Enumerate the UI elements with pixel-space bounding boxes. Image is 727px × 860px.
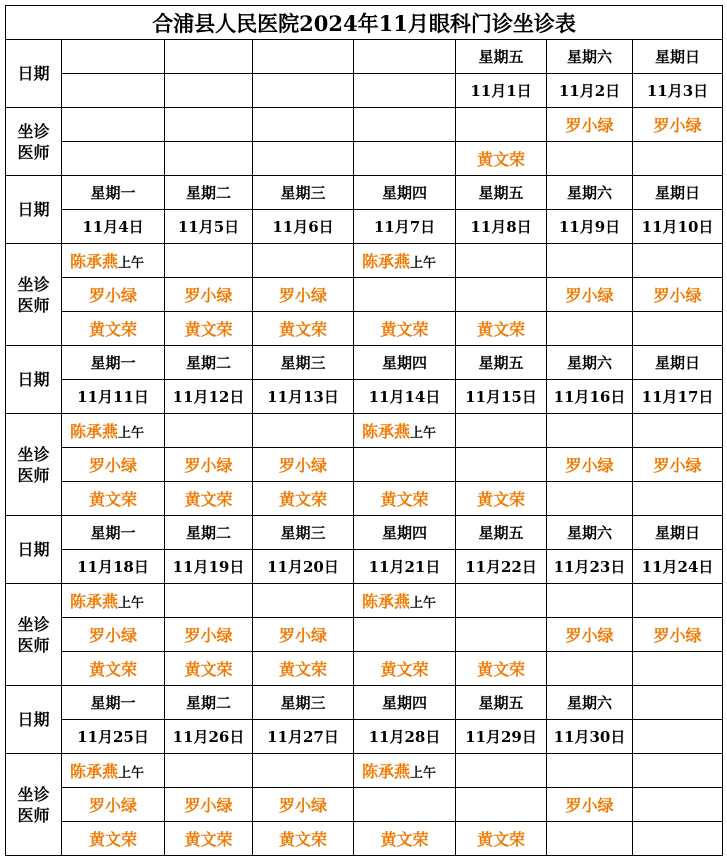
doctor-cell	[253, 414, 354, 448]
session-note: 上午	[410, 426, 437, 441]
date-cell: 11月19日	[165, 550, 253, 584]
doctor-name: 陈承燕	[70, 762, 119, 781]
weekday-row	[6, 516, 723, 550]
doctor-cell	[456, 312, 547, 346]
date-cell: 11月16日	[547, 380, 633, 414]
date-cell: 11月25日	[62, 720, 165, 754]
date-row	[6, 74, 723, 108]
doctor-cell	[165, 312, 253, 346]
date-label: 日期	[6, 176, 62, 244]
schedule-table	[5, 5, 723, 856]
weekday-cell: 星期六	[547, 40, 633, 74]
doctor-row	[6, 822, 723, 856]
doctor-cell	[165, 414, 253, 448]
date-cell	[253, 74, 354, 108]
doctor-cell	[547, 142, 633, 176]
date-cell: 11月9日	[547, 210, 633, 244]
doctor-name: 罗小绿	[653, 456, 702, 475]
doctor-cell	[456, 618, 547, 652]
doctor-row	[6, 482, 723, 516]
weekday-cell: 星期三	[253, 686, 354, 720]
doctor-cell	[456, 278, 547, 312]
doctor-cell	[354, 788, 456, 822]
date-cell	[633, 720, 723, 754]
doctor-row	[6, 652, 723, 686]
doctor-cell	[456, 448, 547, 482]
doctor-cell	[547, 244, 633, 278]
doctor-name: 罗小绿	[278, 286, 327, 305]
weekday-cell: 星期六	[547, 346, 633, 380]
doctor-cell	[354, 244, 456, 278]
schedule-body	[6, 6, 723, 856]
doctor-row	[6, 142, 723, 176]
weekday-cell: 星期一	[62, 176, 165, 210]
doctor-cell	[165, 278, 253, 312]
doctor-label	[6, 414, 62, 516]
doctor-name: 罗小绿	[653, 116, 702, 135]
doctor-row	[6, 278, 723, 312]
weekday-cell: 星期三	[253, 346, 354, 380]
doctor-cell	[547, 312, 633, 346]
doctor-label	[6, 584, 62, 686]
doctor-cell	[165, 482, 253, 516]
doctor-cell	[165, 448, 253, 482]
doctor-cell	[633, 788, 723, 822]
doctor-cell	[456, 652, 547, 686]
session-note: 上午	[118, 596, 145, 611]
doctor-row	[6, 788, 723, 822]
doctor-cell	[633, 142, 723, 176]
doctor-name: 黄文荣	[380, 490, 429, 509]
doctor-row	[6, 312, 723, 346]
table-title: 合浦县人民医院2024年11月眼科门诊坐诊表	[6, 6, 723, 40]
doctor-cell	[354, 448, 456, 482]
doctor-cell	[547, 754, 633, 788]
doctor-cell	[62, 822, 165, 856]
doctor-cell	[633, 312, 723, 346]
doctor-cell	[456, 822, 547, 856]
doctor-row	[6, 244, 723, 278]
weekday-cell: 星期五	[456, 516, 547, 550]
date-cell: 11月1日	[456, 74, 547, 108]
doctor-name: 罗小绿	[653, 626, 702, 645]
doctor-name: 罗小绿	[88, 456, 137, 475]
doctor-name: 黄文荣	[184, 830, 233, 849]
doctor-label-line1: 坐诊	[17, 121, 50, 141]
doctor-name: 黄文荣	[278, 320, 327, 339]
doctor-row	[6, 414, 723, 448]
doctor-name: 罗小绿	[278, 456, 327, 475]
date-cell: 11月18日	[62, 550, 165, 584]
doctor-cell	[253, 108, 354, 142]
doctor-name: 黄文荣	[88, 320, 137, 339]
doctor-name: 黄文荣	[476, 490, 525, 509]
date-cell: 11月10日	[633, 210, 723, 244]
doctor-label-line2: 医师	[17, 295, 50, 315]
doctor-name: 罗小绿	[278, 796, 327, 815]
doctor-cell	[253, 584, 354, 618]
doctor-cell	[456, 244, 547, 278]
doctor-name: 罗小绿	[565, 286, 614, 305]
doctor-cell	[633, 278, 723, 312]
doctor-cell	[354, 312, 456, 346]
date-row	[6, 550, 723, 584]
doctor-name: 陈承燕	[362, 762, 411, 781]
date-cell: 11月4日	[62, 210, 165, 244]
weekday-cell	[253, 40, 354, 74]
doctor-cell	[165, 754, 253, 788]
doctor-cell	[62, 584, 165, 618]
weekday-row	[6, 176, 723, 210]
doctor-cell	[253, 822, 354, 856]
doctor-name: 罗小绿	[653, 286, 702, 305]
doctor-cell	[633, 754, 723, 788]
doctor-cell	[547, 822, 633, 856]
doctor-name: 陈承燕	[362, 592, 411, 611]
doctor-name: 黄文荣	[380, 320, 429, 339]
doctor-cell	[354, 108, 456, 142]
date-cell	[165, 74, 253, 108]
doctor-cell	[547, 652, 633, 686]
doctor-name: 黄文荣	[476, 320, 525, 339]
doctor-cell	[62, 244, 165, 278]
doctor-cell	[165, 788, 253, 822]
doctor-cell	[253, 754, 354, 788]
doctor-cell	[633, 244, 723, 278]
doctor-name: 黄文荣	[88, 830, 137, 849]
session-note: 上午	[118, 256, 145, 271]
date-label: 日期	[6, 40, 62, 108]
doctor-cell	[354, 414, 456, 448]
date-cell: 11月23日	[547, 550, 633, 584]
weekday-cell	[354, 40, 456, 74]
weekday-cell: 星期四	[354, 686, 456, 720]
date-cell: 11月20日	[253, 550, 354, 584]
doctor-cell	[633, 108, 723, 142]
weekday-cell: 星期六	[547, 516, 633, 550]
doctor-cell	[165, 618, 253, 652]
doctor-name: 黄文荣	[278, 830, 327, 849]
session-note: 上午	[118, 766, 145, 781]
date-cell: 11月14日	[354, 380, 456, 414]
date-cell: 11月5日	[165, 210, 253, 244]
doctor-cell	[547, 584, 633, 618]
doctor-cell	[354, 584, 456, 618]
date-cell: 11月13日	[253, 380, 354, 414]
doctor-name: 罗小绿	[278, 626, 327, 645]
date-cell	[354, 74, 456, 108]
doctor-name: 黄文荣	[278, 660, 327, 679]
weekday-cell: 星期六	[547, 686, 633, 720]
weekday-cell: 星期二	[165, 686, 253, 720]
doctor-name: 陈承燕	[70, 252, 119, 271]
weekday-cell: 星期二	[165, 516, 253, 550]
session-note: 上午	[410, 596, 437, 611]
doctor-cell	[165, 108, 253, 142]
doctor-cell	[456, 108, 547, 142]
doctor-cell	[456, 754, 547, 788]
weekday-cell	[633, 686, 723, 720]
doctor-cell	[253, 788, 354, 822]
doctor-label-line2: 医师	[17, 142, 50, 162]
weekday-cell: 星期四	[354, 176, 456, 210]
doctor-row	[6, 108, 723, 142]
weekday-cell: 星期一	[62, 346, 165, 380]
weekday-cell: 星期三	[253, 176, 354, 210]
doctor-cell	[165, 652, 253, 686]
doctor-cell	[456, 584, 547, 618]
doctor-name: 陈承燕	[70, 592, 119, 611]
date-cell: 11月22日	[456, 550, 547, 584]
weekday-cell: 星期一	[62, 686, 165, 720]
date-cell: 11月7日	[354, 210, 456, 244]
doctor-label	[6, 754, 62, 856]
doctor-row	[6, 618, 723, 652]
doctor-cell	[253, 244, 354, 278]
date-cell: 11月29日	[456, 720, 547, 754]
weekday-cell: 星期日	[633, 346, 723, 380]
doctor-name: 陈承燕	[362, 422, 411, 441]
doctor-row	[6, 448, 723, 482]
date-row	[6, 720, 723, 754]
doctor-name: 黄文荣	[476, 830, 525, 849]
weekday-cell: 星期一	[62, 516, 165, 550]
weekday-row	[6, 40, 723, 74]
doctor-cell	[633, 482, 723, 516]
doctor-cell	[253, 142, 354, 176]
doctor-cell	[456, 482, 547, 516]
doctor-cell	[253, 482, 354, 516]
weekday-cell	[165, 40, 253, 74]
doctor-cell	[354, 754, 456, 788]
doctor-cell	[547, 618, 633, 652]
doctor-name: 罗小绿	[184, 286, 233, 305]
doctor-name: 罗小绿	[565, 456, 614, 475]
date-cell: 11月3日	[633, 74, 723, 108]
doctor-cell	[165, 822, 253, 856]
weekday-cell: 星期二	[165, 346, 253, 380]
date-cell: 11月15日	[456, 380, 547, 414]
doctor-label	[6, 108, 62, 176]
doctor-name: 黄文荣	[476, 660, 525, 679]
doctor-cell	[354, 822, 456, 856]
doctor-name: 黄文荣	[380, 660, 429, 679]
doctor-label	[6, 244, 62, 346]
date-label: 日期	[6, 516, 62, 584]
weekday-cell: 星期日	[633, 40, 723, 74]
doctor-cell	[165, 244, 253, 278]
title-row	[6, 6, 723, 40]
doctor-label-line1: 坐诊	[17, 274, 50, 294]
date-cell: 11月6日	[253, 210, 354, 244]
doctor-cell	[354, 278, 456, 312]
doctor-cell	[62, 482, 165, 516]
doctor-name: 黄文荣	[476, 150, 525, 169]
session-note: 上午	[410, 766, 437, 781]
doctor-cell	[62, 788, 165, 822]
doctor-name: 陈承燕	[362, 252, 411, 271]
doctor-name: 黄文荣	[184, 660, 233, 679]
doctor-cell	[633, 414, 723, 448]
doctor-cell	[62, 142, 165, 176]
date-cell: 11月27日	[253, 720, 354, 754]
doctor-name: 黄文荣	[184, 320, 233, 339]
doctor-cell	[253, 652, 354, 686]
weekday-cell: 星期日	[633, 516, 723, 550]
doctor-name: 罗小绿	[184, 456, 233, 475]
weekday-cell: 星期三	[253, 516, 354, 550]
doctor-cell	[547, 788, 633, 822]
doctor-cell	[165, 142, 253, 176]
doctor-label-line2: 医师	[17, 805, 50, 825]
doctor-name: 黄文荣	[380, 830, 429, 849]
doctor-cell	[62, 312, 165, 346]
doctor-cell	[354, 482, 456, 516]
doctor-label-line2: 医师	[17, 635, 50, 655]
doctor-cell	[354, 142, 456, 176]
date-label: 日期	[6, 346, 62, 414]
doctor-cell	[253, 448, 354, 482]
date-label: 日期	[6, 686, 62, 754]
doctor-cell	[62, 652, 165, 686]
doctor-name: 黄文荣	[88, 660, 137, 679]
date-cell: 11月12日	[165, 380, 253, 414]
date-cell: 11月11日	[62, 380, 165, 414]
doctor-cell	[547, 414, 633, 448]
date-cell: 11月28日	[354, 720, 456, 754]
doctor-name: 黄文荣	[88, 490, 137, 509]
doctor-cell	[547, 448, 633, 482]
date-cell: 11月26日	[165, 720, 253, 754]
date-row	[6, 210, 723, 244]
doctor-cell	[62, 414, 165, 448]
doctor-cell	[633, 618, 723, 652]
weekday-cell: 星期二	[165, 176, 253, 210]
weekday-cell: 星期五	[456, 686, 547, 720]
date-cell	[62, 74, 165, 108]
doctor-label-line2: 医师	[17, 465, 50, 485]
weekday-cell: 星期五	[456, 176, 547, 210]
doctor-name: 罗小绿	[565, 116, 614, 135]
session-note: 上午	[410, 256, 437, 271]
doctor-cell	[633, 822, 723, 856]
doctor-cell	[253, 618, 354, 652]
doctor-name: 罗小绿	[184, 796, 233, 815]
date-row	[6, 380, 723, 414]
doctor-cell	[165, 584, 253, 618]
doctor-cell	[633, 448, 723, 482]
doctor-name: 罗小绿	[88, 286, 137, 305]
date-cell: 11月30日	[547, 720, 633, 754]
doctor-cell	[456, 788, 547, 822]
date-cell: 11月24日	[633, 550, 723, 584]
doctor-cell	[62, 108, 165, 142]
session-note: 上午	[118, 426, 145, 441]
weekday-cell: 星期四	[354, 516, 456, 550]
doctor-cell	[62, 618, 165, 652]
weekday-cell	[62, 40, 165, 74]
doctor-name: 陈承燕	[70, 422, 119, 441]
date-cell: 11月2日	[547, 74, 633, 108]
doctor-cell	[354, 618, 456, 652]
doctor-cell	[547, 278, 633, 312]
weekday-row	[6, 686, 723, 720]
doctor-cell	[62, 754, 165, 788]
doctor-cell	[456, 142, 547, 176]
date-cell: 11月17日	[633, 380, 723, 414]
doctor-cell	[354, 652, 456, 686]
weekday-cell: 星期五	[456, 346, 547, 380]
doctor-name: 黄文荣	[278, 490, 327, 509]
doctor-cell	[547, 108, 633, 142]
weekday-cell: 星期四	[354, 346, 456, 380]
doctor-row	[6, 584, 723, 618]
doctor-name: 罗小绿	[565, 796, 614, 815]
doctor-label-line1: 坐诊	[17, 614, 50, 634]
weekday-cell: 星期五	[456, 40, 547, 74]
doctor-cell	[456, 414, 547, 448]
doctor-cell	[633, 652, 723, 686]
doctor-name: 黄文荣	[184, 490, 233, 509]
doctor-name: 罗小绿	[565, 626, 614, 645]
doctor-cell	[253, 278, 354, 312]
doctor-name: 罗小绿	[184, 626, 233, 645]
doctor-cell	[547, 482, 633, 516]
doctor-row	[6, 754, 723, 788]
date-cell: 11月21日	[354, 550, 456, 584]
doctor-cell	[62, 448, 165, 482]
doctor-name: 罗小绿	[88, 796, 137, 815]
doctor-cell	[62, 278, 165, 312]
doctor-label-line1: 坐诊	[17, 444, 50, 464]
doctor-cell	[633, 584, 723, 618]
doctor-name: 罗小绿	[88, 626, 137, 645]
weekday-row	[6, 346, 723, 380]
weekday-cell: 星期日	[633, 176, 723, 210]
weekday-cell: 星期六	[547, 176, 633, 210]
doctor-cell	[253, 312, 354, 346]
doctor-label-line1: 坐诊	[17, 784, 50, 804]
date-cell: 11月8日	[456, 210, 547, 244]
